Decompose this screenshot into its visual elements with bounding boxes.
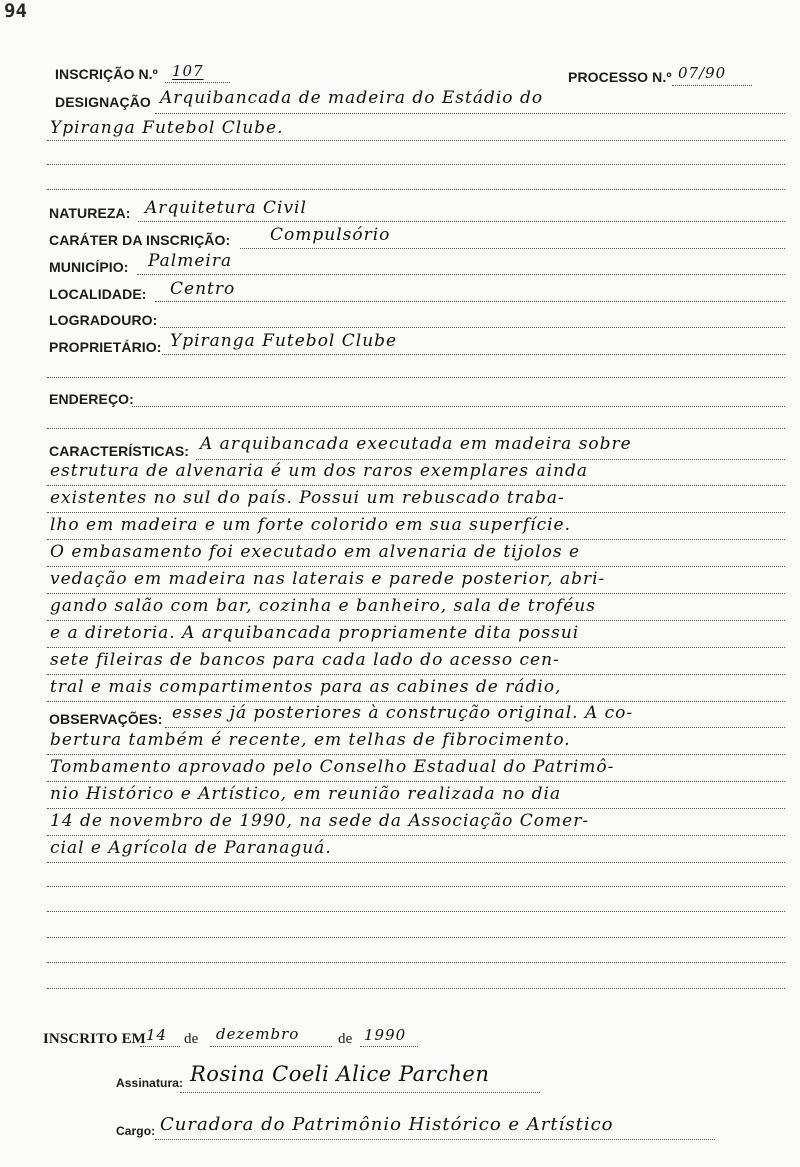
proprietario-rule-2 <box>47 377 785 378</box>
carater-label: CARÁTER DA INSCRIÇÃO: <box>49 232 231 248</box>
logradouro-label: LOGRADOURO: <box>49 312 158 328</box>
natureza-label: NATUREZA: <box>49 205 131 221</box>
natureza-rule <box>138 221 785 222</box>
assinatura-rule <box>180 1092 540 1093</box>
carater-value: Compulsório <box>270 225 391 245</box>
observacoes-label: OBSERVAÇÕES: <box>49 711 163 727</box>
proprietario-value: Ypiranga Futebol Clube <box>170 331 398 351</box>
cargo-value: Curadora do Patrimônio Histórico e Artístico <box>160 1114 614 1135</box>
localidade-label: LOCALIDADE: <box>49 286 147 302</box>
caracteristicas-line-3: existentes no sul do país. Possui um rebuscado traba- <box>50 488 565 508</box>
municipio-label: MUNICÍPIO: <box>49 259 129 275</box>
endereco-rule-2 <box>47 428 785 429</box>
obs-rule-10 <box>47 962 785 963</box>
day-rule <box>140 1046 180 1047</box>
car-rule-3 <box>47 512 785 513</box>
designacao-rule-1 <box>155 113 785 114</box>
designacao-rule-3 <box>47 164 785 165</box>
endereco-label: ENDEREÇO: <box>49 391 134 407</box>
caracteristicas-line-1: A arquibancada executada em madeira sobre <box>200 434 632 454</box>
caracteristicas-label: CARACTERÍSTICAS: <box>49 443 190 459</box>
observacoes-line-6: cial e Agrícola de Paranaguá. <box>50 838 332 858</box>
observacoes-line-4: nio Histórico e Artístico, em reunião realizada no dia <box>50 784 562 804</box>
observacoes-line-2: bertura também é recente, em telhas de fibrocimento. <box>50 730 571 750</box>
designacao-line-1: Arquibancada de madeira do Estádio do <box>160 88 544 108</box>
car-rule-8 <box>47 647 785 648</box>
cargo-label: Cargo: <box>116 1124 156 1138</box>
processo-value: 07/90 <box>678 64 727 82</box>
proprietario-label: PROPRIETÁRIO: <box>49 339 162 355</box>
caracteristicas-line-10: tral e mais compartimentos para as cabines de rádio, <box>50 677 562 697</box>
inscrito-year: 1990 <box>364 1026 407 1044</box>
designacao-rule-2 <box>47 140 785 141</box>
obs-rule-1 <box>165 727 785 728</box>
designacao-line-2: Ypiranga Futebol Clube. <box>50 118 284 138</box>
inscrito-label: INSCRITO EM <box>43 1031 146 1047</box>
inscrito-de-2: de <box>338 1031 353 1047</box>
natureza-value: Arquitetura Civil <box>145 198 307 218</box>
year-rule <box>360 1046 418 1047</box>
car-rule-1 <box>196 459 785 460</box>
caracteristicas-line-8: e a diretoria. A arquibancada propriamente dita possui <box>50 623 580 643</box>
obs-rule-9 <box>47 937 785 938</box>
inscrito-de-1: de <box>184 1031 199 1047</box>
obs-rule-2 <box>47 754 785 755</box>
car-rule-9 <box>47 674 785 675</box>
caracteristicas-line-9: sete fileiras de bancos para cada lado do acesso cen- <box>50 650 560 670</box>
obs-rule-8 <box>47 911 785 912</box>
page-number: 94 <box>4 0 27 22</box>
logradouro-rule <box>160 327 785 328</box>
caracteristicas-line-5: O embasamento foi executado em alvenaria de tijolos e <box>50 542 581 562</box>
car-rule-5 <box>47 566 785 567</box>
inscricao-line <box>165 82 230 83</box>
inscricao-label: INSCRIÇÃO N.º <box>55 66 158 82</box>
inscrito-month: dezembro <box>216 1025 300 1043</box>
carater-rule <box>240 248 785 249</box>
assinatura-label: Assinatura: <box>116 1076 184 1090</box>
cargo-rule <box>155 1139 715 1140</box>
designacao-rule-4 <box>47 189 785 190</box>
car-rule-10 <box>47 701 785 702</box>
designacao-label: DESIGNAÇÃO <box>55 94 151 110</box>
car-rule-2 <box>47 485 785 486</box>
car-rule-7 <box>47 620 785 621</box>
observacoes-line-3: Tombamento aprovado pelo Conselho Estadual do Patrimô- <box>50 757 615 777</box>
observacoes-line-5: 14 de novembro de 1990, na sede da Associação Comer- <box>50 811 590 831</box>
obs-rule-4 <box>47 808 785 809</box>
municipio-rule <box>137 274 785 275</box>
car-rule-4 <box>47 539 785 540</box>
inscrito-day: 14 <box>146 1026 168 1044</box>
obs-rule-11 <box>47 988 785 989</box>
municipio-value: Palmeira <box>148 251 233 271</box>
caracteristicas-line-7: gando salão com bar, cozinha e banheiro, sala de troféus <box>50 596 596 616</box>
processo-label: PROCESSO N.º <box>568 69 672 85</box>
proprietario-rule <box>162 354 785 355</box>
obs-rule-3 <box>47 781 785 782</box>
obs-rule-5 <box>47 835 785 836</box>
caracteristicas-line-4: lho em madeira e um forte colorido em sua superfície. <box>50 515 571 535</box>
observacoes-line-1: esses já posteriores à construção original. A co- <box>172 703 634 723</box>
processo-line <box>672 85 752 86</box>
assinatura-value: Rosina Coeli Alice Parchen <box>190 1062 490 1086</box>
month-rule <box>210 1046 332 1047</box>
obs-rule-7 <box>47 886 785 887</box>
obs-rule-6 <box>47 862 785 863</box>
endereco-rule <box>132 406 785 407</box>
localidade-rule <box>155 301 785 302</box>
localidade-value: Centro <box>170 279 236 299</box>
car-rule-6 <box>47 593 785 594</box>
caracteristicas-line-6: vedação em madeira nas laterais e parede posterior, abri- <box>50 569 606 589</box>
inscricao-value: 107 <box>172 62 204 80</box>
caracteristicas-line-2: estrutura de alvenaria é um dos raros exemplares ainda <box>50 461 588 481</box>
